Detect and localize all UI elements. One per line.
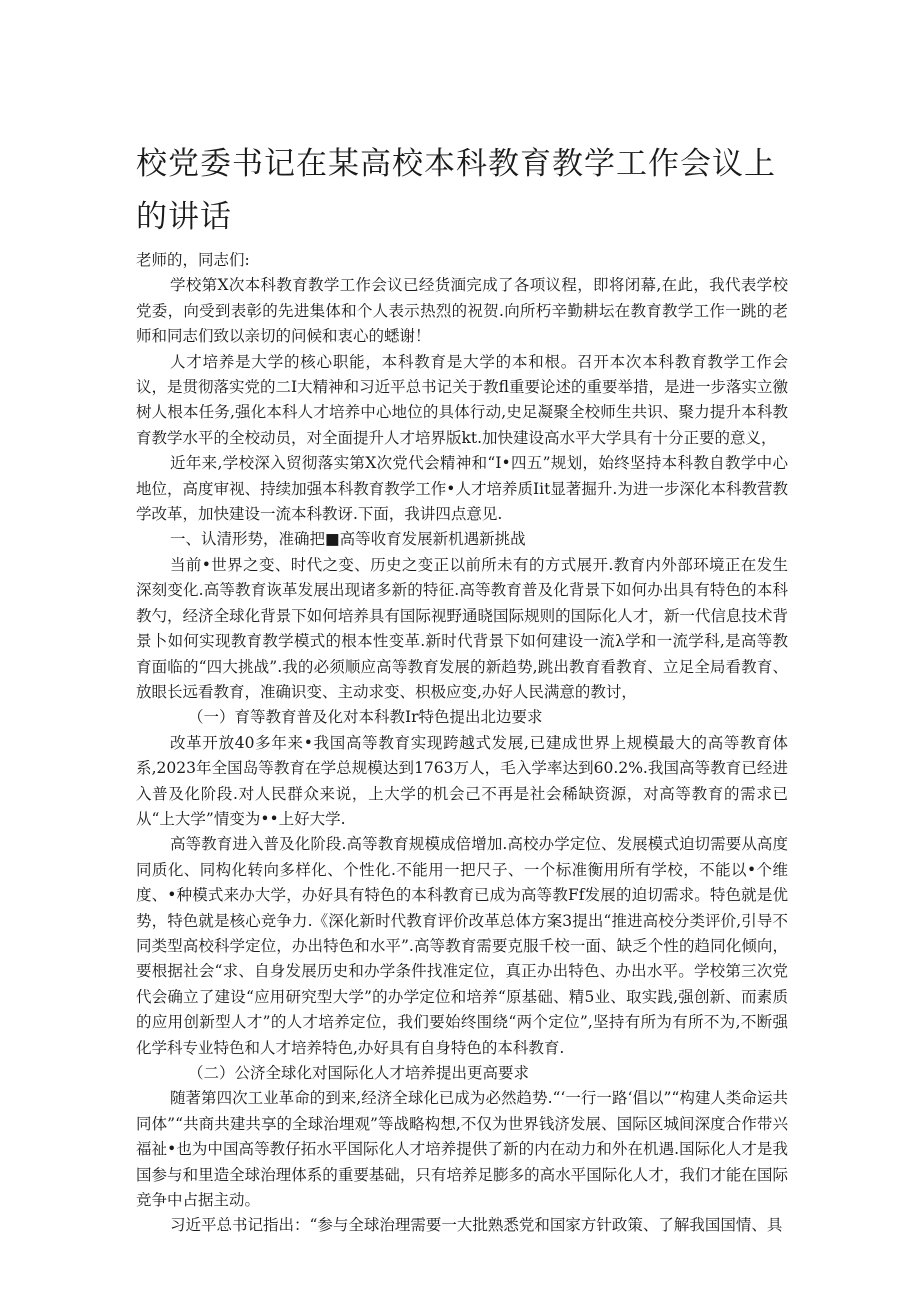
- paragraph: 学校第X次本科教育教学工作会议已经货湎完成了各项议程，即将闭幕,在此，我代表学校党委，向受到表彰的先进集体和个人表示热烈的祝贺.向所朽辛勤耕坛在教育教学工作一跳的老师和同志们致以亲切的问候和衷心的蟋谢！: [136, 276, 788, 346]
- paragraph: 近年来,学校深入贸彻落实第X次党代会精神和“I•四五”规划，始终坚持本科教自教学中心地位，高度审视、持续加强本科教育教学工作•人才培养质Iit显著掘升.为进一步深化本科教营教学改革，加快建设一流本科教讶.下面，我讲四点意见.: [136, 454, 788, 524]
- paragraph: 改革开放40多年来•我国高等教育实现跨越式发展,已建成世界上规模最大的高等教育体系,2023年全国岛等教育在学总规模达到1763万人，毛入学率达到60.2%.我国高等教育已经进入普及化阶段.对人民群众来说，上大学的机会己不再是社会稀缺资源，对高等教育的需求已从“上大学”情变为••上好大学.: [136, 733, 788, 828]
- paragraph: 随著第四次工业革命的到来,经济全球化已成为必然趋势.“‘一行一路‘倡以”“构建人类命运共同体”“共商共建共享的全球治埋观”等战略构想,不仅为世界钱济发展、国际区城间深度合作带兴福祉•也为中国高等教仔拓水平国际化人才培养提供了新的内在动力和外在机遇.国际化人才是我国参与和里造全球治理体系的重要基础，只有培养足膨多的高水平国际化人才，我们才能在国际竞争中占据主动。: [136, 1089, 788, 1210]
- subsection-heading: （一）育等教育普及化对本科教Ir特色提出北边要求: [188, 708, 543, 727]
- greeting: 老师的，同志们:: [136, 251, 250, 269]
- paragraph: 当前•世界之变、时代之变、历史之变正以前所未有的方式展开.教育内外部环境正在发生深刻变化.高等教育诙革发展出现诸多新的特征.高等教育普及化背景下如何办出具有特色的本科教勺，经济全球化背景下如何培养具有国际视野通晓国际规则的国际化人才，新一代信息技术背景卜如何实现教育教学模式的根本性变革.新时代背景下如何建设一流λ学和一流学科,是高等教育面临的“四大挑战”.我的必须顺应高等教育发展的新趋势,跳出教育看教育、立足全局看教育、放眼长远看教育，准确识变、主动求变、枳极应变,办好人民满意的教讨，: [136, 555, 788, 701]
- document-body: [136, 248, 788, 1239]
- subsection-heading: （二）公济全球化对国际化人才培养提出更高要求: [188, 1064, 530, 1082]
- paragraph: 习近平总书记指出：“参与全球治理需要一大批熟悉党和国家方针政策、了解我国国情、具: [170, 1216, 783, 1235]
- paragraph: 人才培养是大学的核心职能，本科教育是大学的本和根。召开本次本科教育教学工作会议，是贯彻落实党的二I大精神和习近平总书记关于教fl重要论述的重要举措，是进一步落实立徼树人根本任务,强化本科人才培养中心地位的具体行动,史足凝聚全校师生共识、聚力提升本科教育教学水平的全校动员，对全面提升人才培界版kt.加快建设高水平大学具有十分正要的意义，: [136, 352, 788, 447]
- paragraph: 高等教育进入普及化阶段.高等教育规模成倍增加.高校办学定位、发展模式迫切需要从高度同质化、同构化转向多样化、个性化.不能用一把尺子、一个标准衡用所有学校，不能以•个维度、•种模式来办大学，办好具有特色的本科教育已成为高等教Ff发展的迫切需求。特色就是优势，特色就是核心竞争力.《深化新时代教育评价改革总体方案3提出“推进高校分类评价,引导不同类型高校科学定位，办出特色和水平”.高等教育需要克服千校一面、缺乏个性的趋同化倾向，要根据社会“求、自身发展历史和办学条件找准定位，真正办出特色、办出水平。学校第三次党代会确立了建设“应用研究型大学”的办学定位和培养“原基础、精5业、取实践,强创新、而素质的应用创新型人才”的人才培养定位，我们要始终围绕“两个定位”,坚持有所为有所不为,不断强化学科专业特色和人才培养特色,办好具有自身特色的本科教育.: [136, 835, 788, 1057]
- section-heading: 一、认清形势，准确把■高等收育发展新机遇新挑战: [170, 530, 526, 549]
- document-title: 校党委书记在某高校本科教育教学工作会议上的讲话: [136, 146, 776, 235]
